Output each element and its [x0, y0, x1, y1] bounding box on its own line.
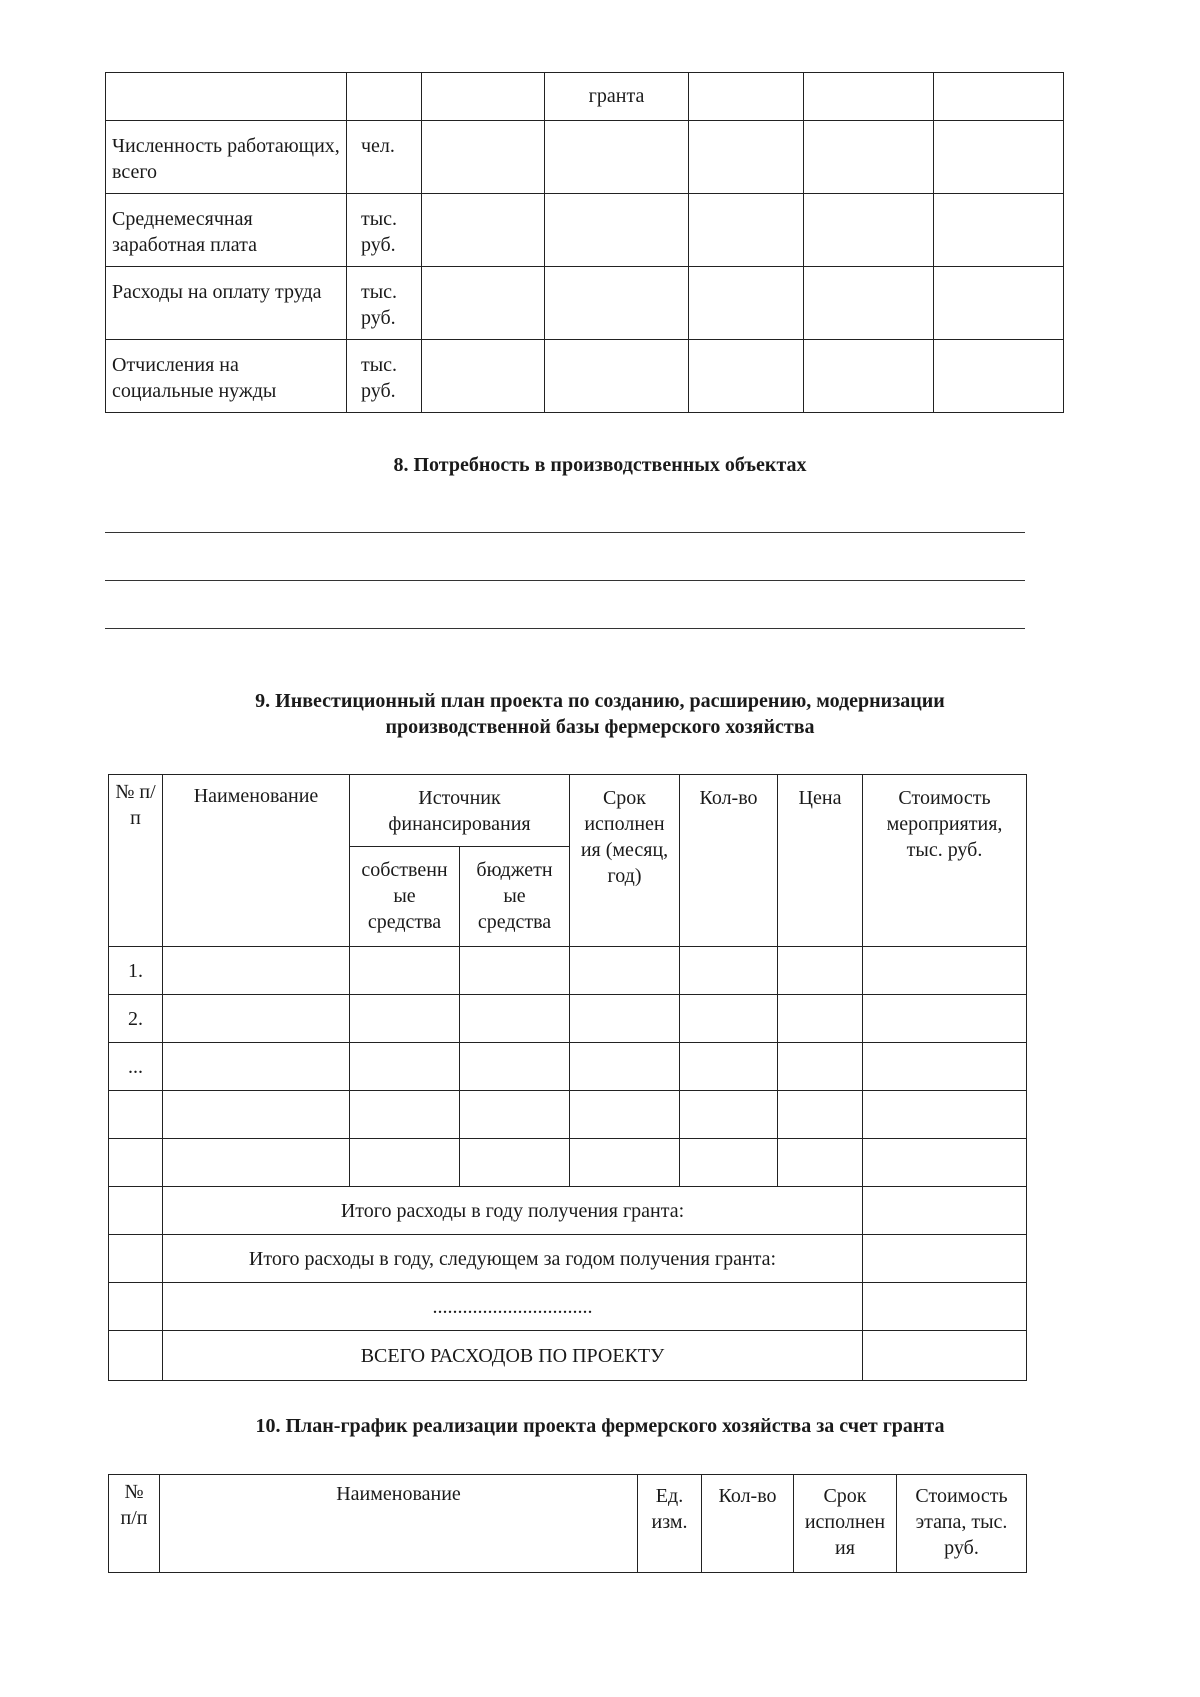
row-unit: чел.	[347, 121, 422, 194]
total-label: Итого расходы в году получения гранта:	[163, 1187, 863, 1235]
fill-line	[105, 532, 1025, 533]
section-9-title: 9. Инвестиционный план проекта по созданию, расширению, модернизации производственной базы фермерского хозяйства	[255, 690, 945, 738]
row-name: Среднемесячная заработная плата	[106, 194, 347, 267]
table-cell	[689, 121, 804, 194]
table-cell	[934, 267, 1064, 340]
table-cell	[689, 340, 804, 413]
total-label: Итого расходы в году, следующем за годом получения гранта:	[163, 1235, 863, 1283]
grand-total-row	[109, 1331, 1027, 1381]
total-row	[109, 1283, 1027, 1331]
row-number: 1.	[109, 947, 163, 995]
header-price: Цена	[778, 775, 863, 947]
table-row	[109, 1043, 1027, 1091]
row-number	[109, 1139, 163, 1187]
row-number: ...	[109, 1043, 163, 1091]
header-qty: Кол-во	[702, 1475, 794, 1573]
section-8-title: 8. Потребность в производственных объектах	[393, 454, 807, 476]
header-cell-grant: гранта	[545, 73, 689, 121]
header-own-funds: собственн ые средства	[350, 847, 460, 947]
table-cell	[689, 73, 804, 121]
table-cell	[804, 194, 934, 267]
row-name: Численность работающих, всего	[106, 121, 347, 194]
table-cell	[545, 267, 689, 340]
table-cell	[934, 194, 1064, 267]
table-cell	[106, 73, 347, 121]
table-cell	[934, 121, 1064, 194]
header-source: Источник финансирования	[350, 775, 570, 847]
table-row	[109, 1091, 1027, 1139]
table-row	[106, 194, 1064, 267]
table-cell	[689, 267, 804, 340]
schedule-table	[108, 1474, 1027, 1573]
header-term: Срок исполнен ия	[794, 1475, 897, 1573]
table-cell	[804, 121, 934, 194]
total-row	[109, 1235, 1027, 1283]
header-name: Наименование	[163, 775, 350, 947]
fill-line	[105, 628, 1025, 629]
grand-total-label: ВСЕГО РАСХОДОВ ПО ПРОЕКТУ	[163, 1331, 863, 1381]
table-row	[109, 947, 1027, 995]
staff-table	[105, 72, 1064, 413]
total-label: ................................	[163, 1283, 863, 1331]
header-num: № п/п	[109, 1475, 160, 1573]
fill-line	[105, 580, 1025, 581]
header-term: Срок исполнен ия (месяц, год)	[570, 775, 680, 947]
table-cell	[422, 267, 545, 340]
table-row	[106, 267, 1064, 340]
table-cell	[545, 340, 689, 413]
header-name: Наименование	[160, 1475, 638, 1573]
row-unit: тыс. руб.	[347, 267, 422, 340]
row-name: Расходы на оплату труда	[106, 267, 347, 340]
table-cell	[545, 121, 689, 194]
table-cell	[422, 194, 545, 267]
table-cell	[422, 121, 545, 194]
table-cell	[934, 73, 1064, 121]
table-row	[109, 1139, 1027, 1187]
row-name: Отчисления на социальные нужды	[106, 340, 347, 413]
row-number: 2.	[109, 995, 163, 1043]
table-cell	[422, 73, 545, 121]
table-row	[109, 995, 1027, 1043]
section-10-title: 10. План-график реализации проекта фермерского хозяйства за счет гранта	[255, 1415, 945, 1437]
header-num: № п/п	[109, 775, 163, 947]
investment-plan-table	[108, 774, 1027, 1381]
header-budget-funds: бюджетн ые средства	[460, 847, 570, 947]
table-cell	[804, 73, 934, 121]
table-cell	[934, 340, 1064, 413]
table-cell	[804, 340, 934, 413]
table-cell	[545, 194, 689, 267]
header-cost: Стоимость этапа, тыс. руб.	[897, 1475, 1027, 1573]
table-row	[106, 340, 1064, 413]
header-qty: Кол-во	[680, 775, 778, 947]
table-cell	[422, 340, 545, 413]
header-unit: Ед. изм.	[638, 1475, 702, 1573]
header-cost: Стоимость мероприятия, тыс. руб.	[863, 775, 1027, 947]
table-cell	[689, 194, 804, 267]
row-unit: тыс. руб.	[347, 194, 422, 267]
row-number	[109, 1091, 163, 1139]
table-row	[106, 121, 1064, 194]
table-cell	[804, 267, 934, 340]
total-row	[109, 1187, 1027, 1235]
table-cell	[347, 73, 422, 121]
row-unit: тыс. руб.	[347, 340, 422, 413]
